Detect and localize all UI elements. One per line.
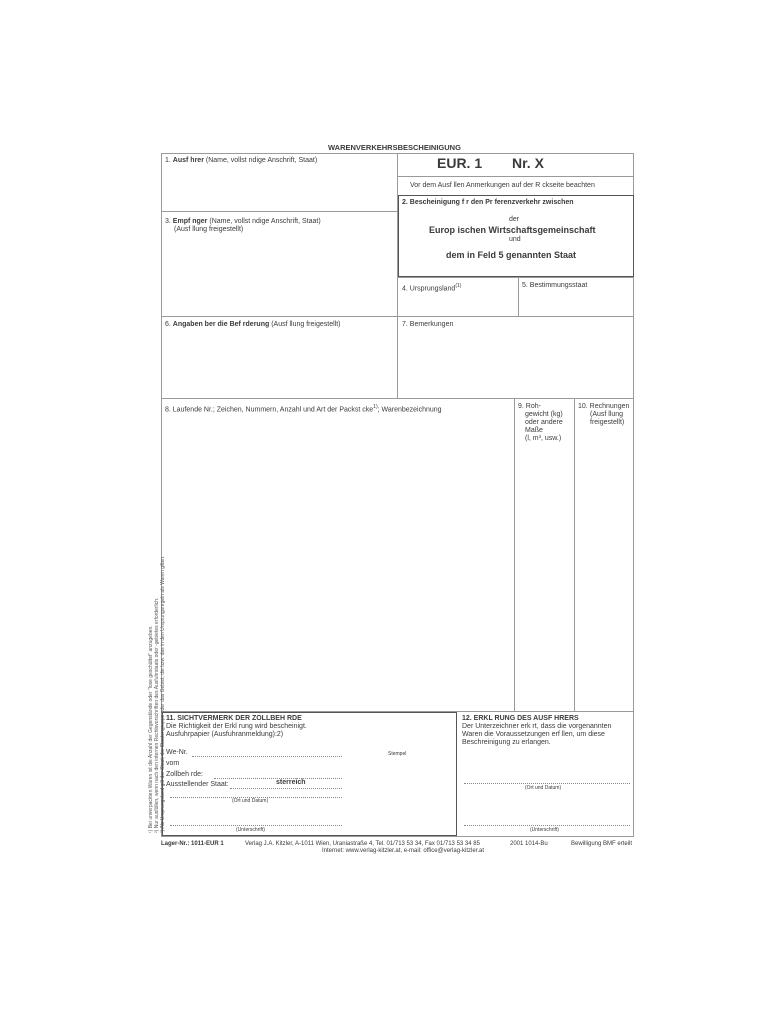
eur-nr: Nr. X xyxy=(512,155,544,171)
footer-code: 2001 1014-Bu xyxy=(510,841,548,847)
field9-label: 9. Roh- gewicht (kg) oder andere Maße (l, m³, usw.) xyxy=(518,403,563,442)
field12-line3: Beschreinigung zu erlangen. xyxy=(462,739,551,746)
footer-bmf: Bewilligung BMF erteilt xyxy=(571,841,633,847)
field1-label: 1. Ausf hrer (Name, vollst ndige Anschrift, Staat) xyxy=(165,157,318,164)
field2-der: der xyxy=(509,216,520,223)
field2-state: dem in Feld 5 genannten Staat xyxy=(446,250,577,260)
field11-title: 11. SICHTVERMERK DER ZOLLBEH RDE xyxy=(166,715,302,722)
stempel-label: Stempel xyxy=(388,751,407,757)
field10-label: 10. Rechnungen (Ausf llung freigestellt) xyxy=(578,403,630,426)
field12-title: 12. ERKL RUNG DES AUSF HRERS xyxy=(462,715,579,722)
vom-label: vom xyxy=(166,760,180,767)
field2-community: Europ ischen Wirtschaftsgemeinschaft xyxy=(429,225,596,235)
field11-line2: Ausfuhrpapier (Ausfuhranmeldung):2) xyxy=(166,731,284,738)
side-notes: ¹) Bei unverpackten Waren ist die Anzahl der Gegenstände oder "lose geschüttet" anzugeben. ²) Nur ausfüllen, wenn nach den internen Rechtsvorschriften des Ausfuhrstaats oder -gebietes erforderlich. ³) Als Ursprungsland gilt der Staat, die Staatengruppe oder das Gebiet, die bzw. das in den Ursprungsregeln als Waren gilten. xyxy=(148,555,166,833)
field2-und: und xyxy=(509,236,521,243)
field5-label: 5. Bestimmungsstaat xyxy=(522,282,588,289)
ort-datum-label-12: (Ort und Datum) xyxy=(525,785,562,791)
field11-line1: Die Richtigkeit der Erkl rung wird bescheinigt. xyxy=(166,723,307,730)
eur-note: Vor dem Ausf llen Anmerkungen auf der R ckseite beachten xyxy=(410,182,595,189)
field3-label: 3. Empf nger (Name, vollst ndige Anschrift, Staat) xyxy=(165,218,321,225)
field12-line2: Waren die Voraussetzungen erf llen, um diese xyxy=(462,731,605,738)
form-title: WARENVERKEHRSBESCHEINIGUNG xyxy=(328,143,461,152)
footer-lager: Lager-Nr.: 1011-EUR 1 xyxy=(161,841,224,847)
field7-label: 7. Bemerkungen xyxy=(402,321,454,328)
field2-label: 2. Bescheinigung f r den Pr ferenzverkehr zwischen xyxy=(402,199,574,206)
staat-value: sterreich xyxy=(276,779,306,786)
footer-verlag: Verlag J.A. Kitzler, A-1011 Wien, Uraniastraße 4, Tel. 01/713 53 34, Fax 01/713 53 34 85 xyxy=(245,841,480,847)
unterschrift-label-12: (Unterschrift) xyxy=(530,827,559,833)
field4-label: 4. Ursprungsland$^{(1)}$ xyxy=(402,283,462,293)
staat-line[interactable] xyxy=(230,788,342,789)
staat-label: Ausstellender Staat: xyxy=(166,781,229,788)
ort-datum-label-11: (Ort und Datum) xyxy=(232,798,269,804)
field3-hint: (Ausf llung freigestellt) xyxy=(174,226,244,233)
field6-label: 6. Angaben ber die Bef rderung (Ausf llung freigestellt) xyxy=(165,321,341,328)
we-nr-line[interactable] xyxy=(192,756,342,757)
we-nr-label: We-Nr. xyxy=(166,749,188,756)
zollbehoerde-label: Zollbeh rde: xyxy=(166,771,203,778)
field12-line1: Der Unterzeichner erk rt, dass die vorgenannten xyxy=(462,723,612,730)
footer-internet: Internet: www.verlag-kitzler.at, e-mail: office@verlag-kitzler.at xyxy=(322,848,485,854)
unterschrift-label-11: (Unterschrift) xyxy=(236,827,265,833)
eur-title: EUR. 1 xyxy=(437,155,483,171)
field8-label: 8. Laufende Nr.; Zeichen, Nummern, Anzahl und Art der Packst cke$^{1)}$; Warenbezeichnung xyxy=(165,404,442,414)
